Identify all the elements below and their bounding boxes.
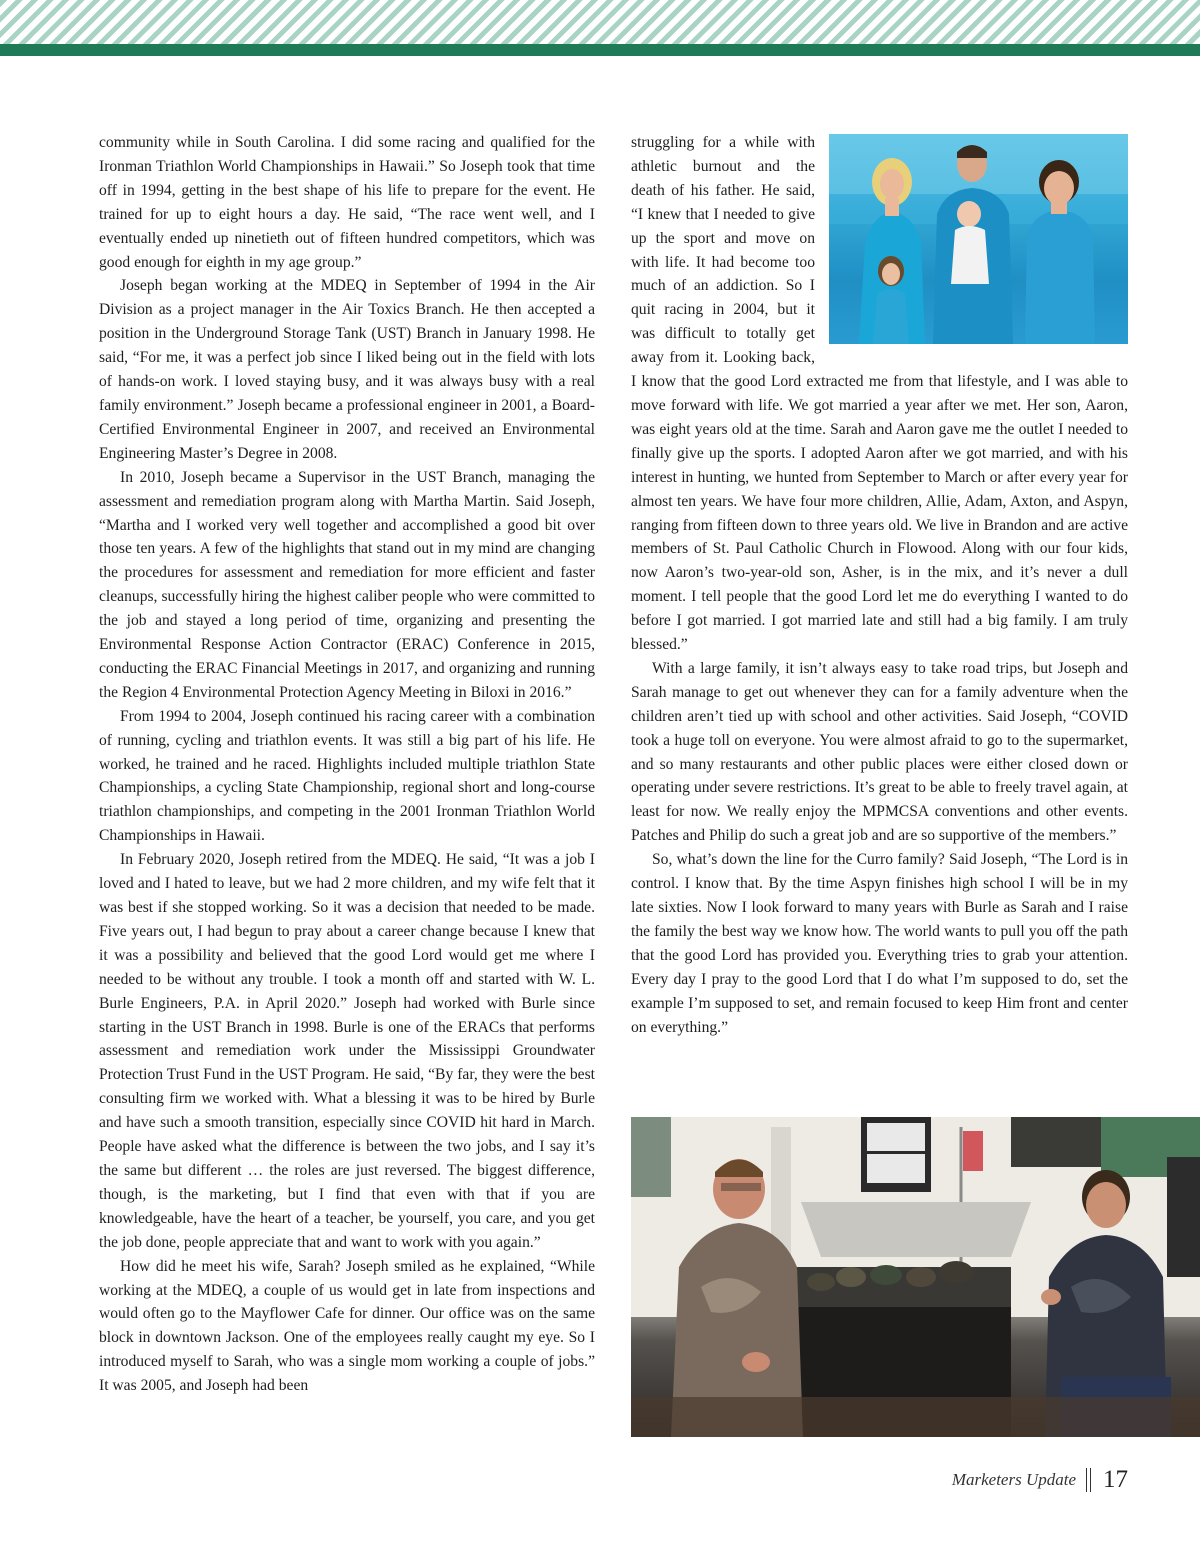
header-stripe-pattern [0,0,1200,44]
family-photo-illustration [829,134,1128,344]
paragraph: In February 2020, Joseph retired from the MDEQ. He said, “It was a job I loved and I hated to leave, but we had 2 more children, and my wife felt that it was best if she stopped working. So it was a decision that needed to be made. Five years out, I had begun to pray about a career change because I knew that it was a possibility and believed that the good Lord would get me where I needed to be without any trouble. I took a month off and started with W. L. Burle Engineers, P.A. in April 2020.” Joseph had worked with Burle since starting in the UST Branch in 1998. Burle is one of the ERACs that performs assessment and remediation work under the Mississippi Groundwater Protection Trust Fund in the UST Program. He said, “By far, they were the best consulting firm we worked with. What a blessing it was to be hired by Burle and have such a smooth transition, especially since COVID hit hard in March. People have asked what the difference is between the two jobs, and I say it’s the same but different … the roles are just reversed. The biggest difference, though, is the marketing, but I find that even with that if you are knowledgeable, have the heart of a teacher, be yourself, you care, and you get the job done, people appreciate that and want to work with you again.” [99,851,595,1251]
hunting-photo [631,1117,1200,1437]
paragraph: With a large family, it isn’t always easy to take road trips, but Joseph and Sarah manage to get out whenever they can for a family adventure when the children aren’t tied up with school and other activities. Said Joseph, “COVID took a huge toll on everyone. You were almost afraid to go to the supermarket, and so many restaurants and other public places were either closed down or operating under severe restrictions. It’s great to be able to freely travel again, at least for now. We really enjoy the MPMCSA conventions and other events. Patches and Philip do such a great job and are so supportive of the members.” [631,659,1128,845]
paragraph: From 1994 to 2004, Joseph continued his racing career with a combination of running, cycling and triathlon events. It was still a big part of his life. He worked, he trained and he raced. Highlights included multiple triathlon State Championships, a cycling State Championship, regional short and long-course triathlon championships, and competing in the 2001 Ironman Triathlon World Championships in Hawaii. [99,707,595,845]
paragraph: In 2010, Joseph became a Supervisor in the UST Branch, managing the assessment and remediation program along with Martha Martin. Said Joseph, “Martha and I worked very well together and accomplished a good bit over those ten years. A few of the highlights that stand out in my mind are changing the procedures for assessment and remediation for more efficient and faster cleanups, successfully hiring the highest caliber people who were committed to the job and stayed a long period of time, organizing and presenting the Environmental Response Action Contractor (ERAC) Conference in 2015, conducting the ERAC Financial Meetings in 2017, and organizing and running the Region 4 Environmental Protection Agency Meeting in Biloxi in 2016.” [99,468,595,701]
article-column-right [631,131,1128,1039]
family-beach-photo [829,134,1128,344]
paragraph: community while in South Carolina. I did some racing and qualified for the Ironman Triathlon World Championships in Hawaii.” So Joseph took that time off in 1994, getting in the best shape of his life to prepare for the event. He trained for up to eight hours a day. He said, “The race went well, and I eventually ended up ninetieth out of fifteen hundred competitors, which was good enough for eighth in my age group.” [99,134,595,271]
header-band [0,44,1200,56]
footer-divider [1086,1468,1091,1492]
article-column-left [99,131,595,1398]
paragraph: Joseph began working at the MDEQ in September of 1994 in the Air Division as a project manager in the Air Toxics Branch. He then accepted a position in the Underground Storage Tank (UST) Branch in January 1998. He said, “For me, it was a perfect job since I liked being out in the field with lots of hands-on work. I loved staying busy, and it was always busy with a real family environment.” Joseph became a professional engineer in 2001, a Board-Certified Environmental Engineer in 2007, and received an Environmental Engineering Master’s Degree in 2008. [99,277,595,462]
publication-name: Marketers Update [951,1470,1076,1489]
hunting-photo-illustration [631,1117,1200,1437]
paragraph: struggling for a while with athletic burnout and the death of his father. He said, “I knew that I needed to give up the sport and move on with life. It had become too much of an addiction. So I quit racing in 2004, but it was difficult to totally get away from it. Looking back, I know that the good Lord extracted me from that lifestyle, and I was able to move forward with life. We got married a year after we met. Her son, Aaron, was eight years old at the time. Sarah and Aaron gave me the outlet I needed to finally give up the sports. I adopted Aaron after we got married, and with his interest in hunting, we hunted from September to March or after every year for almost ten years. We have four more children, Allie, Adam, Axton, and Aspyn, ranging from fifteen down to three years old. We live in Brandon and are active members of St. Paul Catholic Church in Flowood. Along with our four kids, now Aaron’s two-year-old son, Asher, is in the mix, and it’s never a dull moment. I tell people that the good Lord let me do everything I wanted to do before I got married. I got married late and still had a big family. I am truly blessed.” [631,134,1128,654]
paragraph: So, what’s down the line for the Curro family? Said Joseph, “The Lord is in control. I know that. By the time Aspyn finishes high school I will be in my late sixties. Now I look forward to many years with Burle as Sarah and I raise the family the best way we know how. The world wants to pull you off the path that the good Lord has provided you. Everything tries to grab your attention. Every day I pray to the good Lord that I do what I’m supposed to do, set the example I’m supposed to set, and remain focused to keep Him front and center on everything.” [631,851,1128,1036]
paragraph: How did he meet his wife, Sarah? Joseph smiled as he explained, “While working at the MDEQ, a couple of us would get in late from inspections and would often go to the Mayflower Cafe for dinner. Our office was on the same block in downtown Jackson. One of the employees really caught my eye. So I introduced myself to Sarah, who was a single mom working a couple of jobs.” It was 2005, and Joseph had been [99,1257,595,1395]
page-number: 17 [1103,1466,1128,1493]
page-footer [952,1460,1128,1500]
